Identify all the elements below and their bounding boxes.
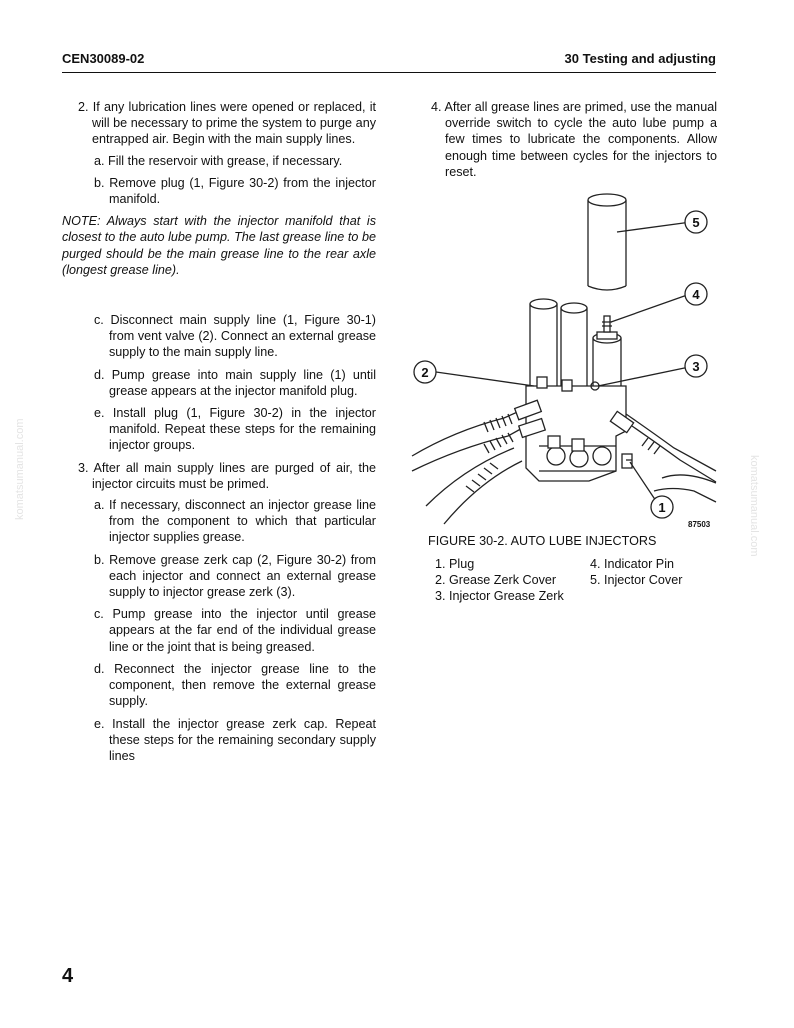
legend-item-5: 5. Injector Cover bbox=[590, 573, 683, 587]
callout-2-number: 2 bbox=[421, 365, 429, 380]
legend-item-3: 3. Injector Grease Zerk bbox=[435, 589, 564, 603]
watermark-left: komatsumanual.com bbox=[14, 418, 26, 520]
step-2b: b. Remove plug (1, Figure 30-2) from the injector manifold. bbox=[94, 175, 376, 207]
step-2d: d. Pump grease into main supply line (1) until grease appears at the injector manifold plug. bbox=[94, 367, 376, 398]
callout-4-number: 4 bbox=[692, 287, 700, 302]
note: NOTE: Always start with the injector manifold that is closest to the auto lube pump. The last grease line to be purged should be the main grease line to the rear axle (longest grease line). bbox=[62, 214, 376, 277]
step-2c: c. Disconnect main supply line (1, Figure 30-1) from vent valve (2). Connect an external grease supply to the main supply line. bbox=[94, 313, 376, 360]
step-2e: e. Install plug (1, Figure 30-2) in the injector manifold. Repeat these steps for the remaining injector groups. bbox=[94, 406, 376, 453]
step-2a: a. Fill the reservoir with grease, if necessary. bbox=[94, 153, 343, 168]
document-id: CEN30089-02 bbox=[62, 51, 145, 66]
injector-cover-drawing bbox=[588, 194, 626, 290]
legend-item-2: 2. Grease Zerk Cover bbox=[435, 573, 557, 587]
step-3b: b. Remove grease zerk cap (2, Figure 30-2) from each injector and connect an external grease supply to injector grease zerk (3). bbox=[94, 552, 376, 600]
step-3e: e. Install the injector grease zerk cap. Repeat these steps for the remaining secondary supply lines bbox=[94, 716, 376, 763]
watermark-right: komatsumanual.com bbox=[748, 455, 760, 557]
callout-1-number: 1 bbox=[658, 500, 666, 515]
step-3: 3. After all main supply lines are purged of air, the injector circuits must be primed. bbox=[78, 460, 376, 491]
legend-item-4: 4. Indicator Pin bbox=[590, 557, 675, 571]
callout-5-number: 5 bbox=[692, 215, 700, 230]
step-3d: d. Reconnect the injector grease line to the component, then remove the external grease supply. bbox=[94, 661, 376, 709]
left-column bbox=[62, 99, 376, 770]
step-4: 4. After all grease lines are primed, use the manual override switch to cycle the auto lube pump a few times to lubricate the components. Allow enough time between cycles for the injectors to reset. bbox=[431, 100, 717, 179]
step-3a: a. If necessary, disconnect an injector grease line from the component to which that particular injector supplies grease. bbox=[94, 498, 376, 545]
auto-lube-injector-illustration bbox=[404, 186, 720, 531]
step-3c: c. Pump grease into the injector until grease appears at the far end of the individual grease line or the joint that is being greased. bbox=[94, 607, 376, 654]
legend-item-1: 1. Plug bbox=[435, 557, 475, 571]
header-rule bbox=[62, 72, 716, 73]
page-number: 4 bbox=[62, 965, 74, 987]
figure-code: 87503 bbox=[688, 520, 711, 529]
callout-3-number: 3 bbox=[692, 359, 700, 374]
section-title: 30 Testing and adjusting bbox=[564, 51, 716, 66]
figure-caption: FIGURE 30-2. AUTO LUBE INJECTORS bbox=[428, 534, 657, 548]
right-column bbox=[415, 99, 717, 185]
step-2: 2. If any lubrication lines were opened or replaced, it will be necessary to prime the system to purge any entrapped air. Begin with the main supply lines. bbox=[78, 100, 376, 147]
